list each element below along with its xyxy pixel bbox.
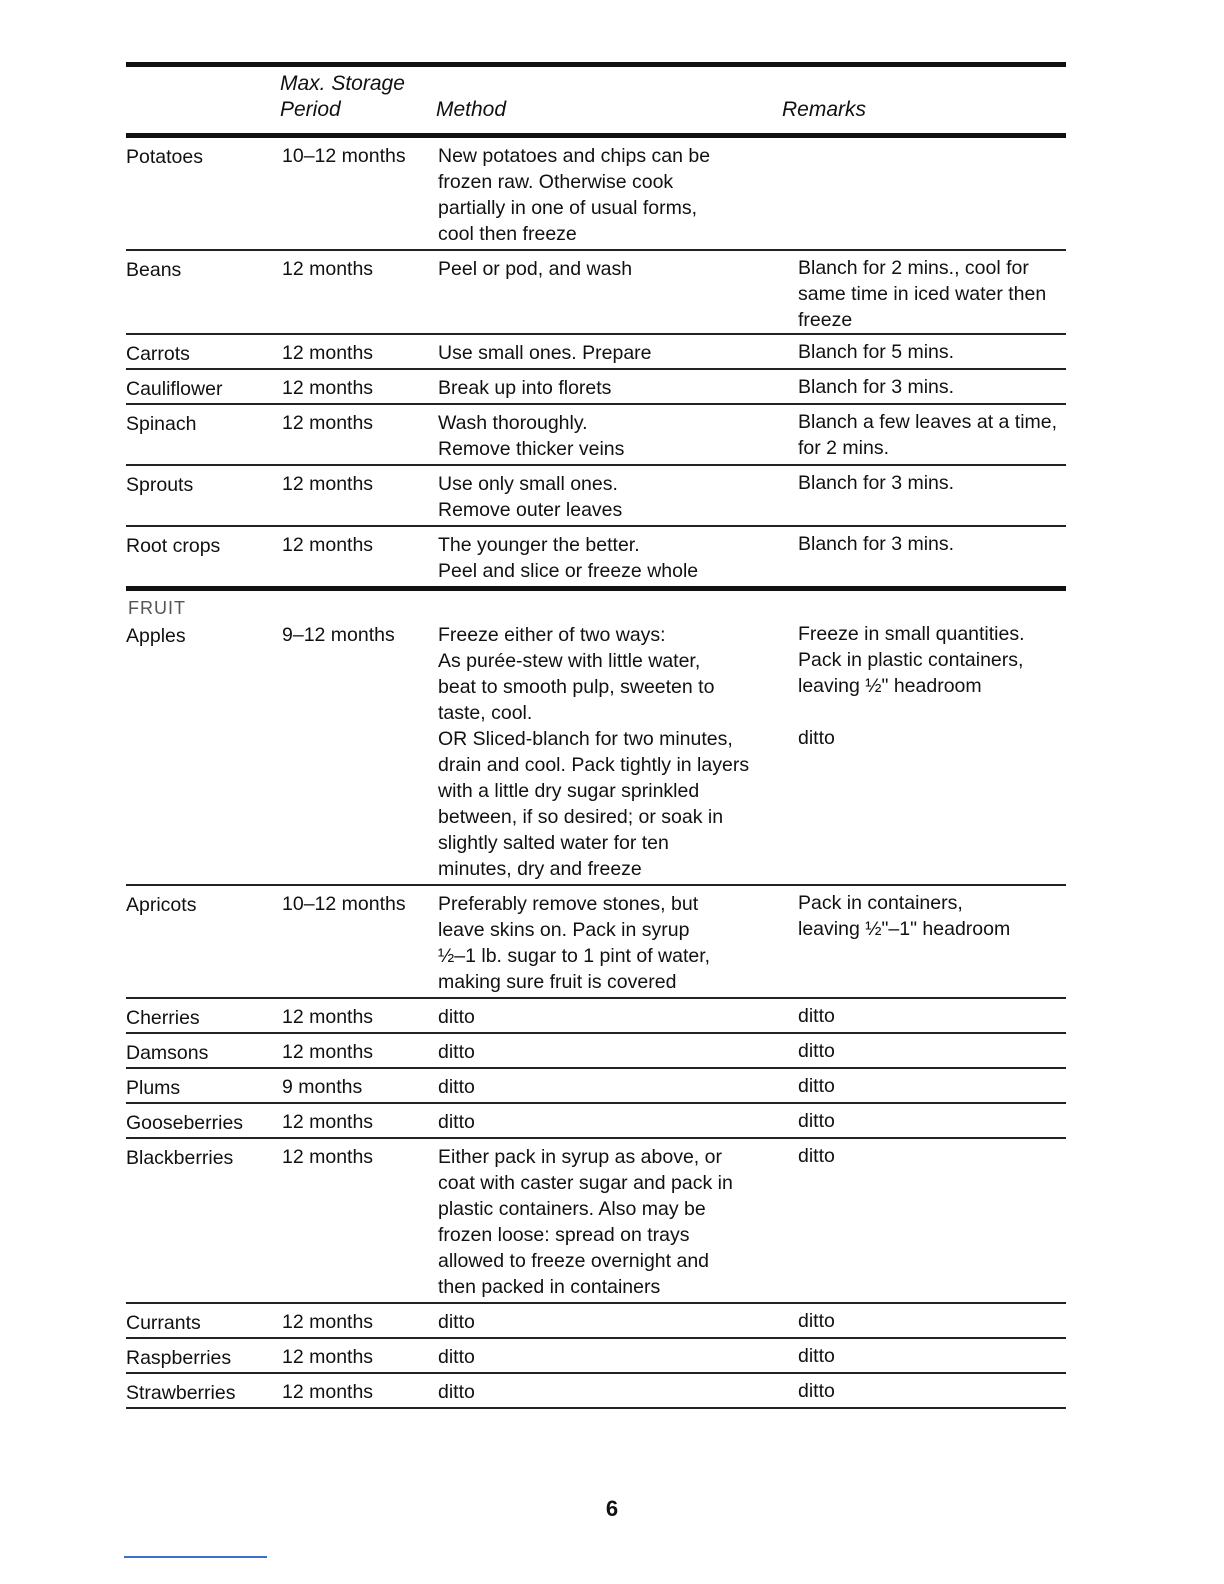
storage-period: 12 months xyxy=(282,1041,374,1063)
remarks-text: ditto xyxy=(798,1380,835,1402)
item-name: Cherries xyxy=(126,1007,200,1029)
remarks-text: Blanch for 5 mins. xyxy=(798,341,955,363)
method-text: Either pack in syrup as above, or coat with caster sugar and pack in plastic containers. Also may be frozen loose: spread on trays allowed to freeze overnight and then packed in containers xyxy=(438,1146,733,1298)
remarks-text: Blanch a few leaves at a time, for 2 mins. xyxy=(798,411,1058,459)
item-name: Blackberries xyxy=(126,1147,234,1169)
table-row xyxy=(126,617,1066,886)
storage-period: 12 months xyxy=(282,412,374,434)
storage-period: 12 months xyxy=(282,1346,374,1368)
storage-period: 12 months xyxy=(282,534,374,556)
method-text: New potatoes and chips can be frozen raw. Otherwise cook partially in one of usual forms, cool then freeze xyxy=(438,145,711,245)
storage-period: 12 months xyxy=(282,473,374,495)
storage-period: 9–12 months xyxy=(282,624,395,646)
header-method: Method xyxy=(436,98,507,121)
footer-rule xyxy=(124,1556,267,1558)
item-name: Beans xyxy=(126,259,182,281)
table-row xyxy=(126,1139,1066,1304)
storage-period: 10–12 months xyxy=(282,145,406,167)
page-number: 6 xyxy=(605,1496,619,1521)
remarks-text: ditto xyxy=(798,1040,835,1062)
method-text: ditto xyxy=(438,1076,475,1098)
header-remarks: Remarks xyxy=(782,98,867,121)
table-row xyxy=(126,370,1066,405)
method-text: Preferably remove stones, but leave skins on. Pack in syrup ½–1 lb. sugar to 1 pint of water, making sure fruit is covered xyxy=(438,893,711,993)
item-name: Carrots xyxy=(126,343,190,365)
remarks-text: ditto xyxy=(798,1345,835,1367)
item-name: Apples xyxy=(126,625,186,647)
method-text: Use only small ones. Remove outer leaves xyxy=(438,473,623,521)
method-text: ditto xyxy=(438,1041,475,1063)
item-name: Spinach xyxy=(126,413,197,435)
remarks-text: Blanch for 2 mins., cool for same time in iced water then freeze xyxy=(798,257,1047,331)
fruit-section xyxy=(126,617,1066,1409)
remarks-text: ditto xyxy=(798,1310,835,1332)
table-row xyxy=(126,251,1066,335)
table-row xyxy=(126,405,1066,466)
remarks-text: Blanch for 3 mins. xyxy=(798,533,955,555)
method-text: ditto xyxy=(438,1381,475,1403)
table-header xyxy=(126,62,1066,138)
item-name: Gooseberries xyxy=(126,1112,244,1134)
storage-period: 12 months xyxy=(282,1006,374,1028)
table-row xyxy=(126,527,1066,591)
item-name: Strawberries xyxy=(126,1382,236,1404)
table-row xyxy=(126,466,1066,527)
table-row xyxy=(126,886,1066,999)
table-row xyxy=(126,1104,1066,1139)
header-max-storage-period: Max. Storage Period xyxy=(280,72,405,121)
table-row xyxy=(126,1069,1066,1104)
item-name: Potatoes xyxy=(126,146,203,168)
table-row xyxy=(126,335,1066,370)
vegetables-section xyxy=(126,138,1066,591)
storage-period: 9 months xyxy=(282,1076,363,1098)
table-row xyxy=(126,999,1066,1034)
table-row xyxy=(126,138,1066,251)
storage-period: 12 months xyxy=(282,1381,374,1403)
remarks-text: ditto xyxy=(798,1005,835,1027)
remarks-text: Pack in containers, leaving ½"–1" headroom xyxy=(798,892,1011,940)
storage-period: 12 months xyxy=(282,1111,374,1133)
method-text: ditto xyxy=(438,1111,475,1133)
item-name: Cauliflower xyxy=(126,378,223,400)
method-text: ditto xyxy=(438,1006,475,1028)
fruit-section-heading: FRUIT xyxy=(128,598,186,618)
table-row xyxy=(126,1034,1066,1069)
method-text: Peel or pod, and wash xyxy=(438,258,633,280)
table-row xyxy=(126,1304,1066,1339)
item-name: Raspberries xyxy=(126,1347,232,1369)
remarks-text: ditto xyxy=(798,1110,835,1132)
method-text: ditto xyxy=(438,1311,475,1333)
method-text: Break up into florets xyxy=(438,377,612,399)
method-text: Freeze either of two ways: As purée-stew with little water, beat to smooth pulp, sweeten to taste, cool. OR Sliced-blanch for two minutes, drain and cool. Pack tightly in layers with a little dry sugar sprinkled between, if so desired; or soak in slightly salted water for ten minutes, dry and freeze xyxy=(438,624,750,880)
remarks-text: Freeze in small quantities. Pack in plastic containers, leaving ½" headroom ditto xyxy=(798,623,1025,749)
remarks-text: Blanch for 3 mins. xyxy=(798,376,955,398)
storage-period: 10–12 months xyxy=(282,893,406,915)
remarks-text: ditto xyxy=(798,1075,835,1097)
item-name: Damsons xyxy=(126,1042,209,1064)
freezing-table xyxy=(126,62,1066,1409)
table-row xyxy=(126,1339,1066,1374)
remarks-text xyxy=(798,138,1066,249)
storage-period: 12 months xyxy=(282,1146,374,1168)
item-name: Apricots xyxy=(126,894,197,916)
method-text: Wash thoroughly. Remove thicker veins xyxy=(438,412,625,460)
method-text: Use small ones. Prepare xyxy=(438,342,652,364)
method-text: The younger the better. Peel and slice or freeze whole xyxy=(438,534,699,582)
item-name: Sprouts xyxy=(126,474,194,496)
storage-period: 12 months xyxy=(282,1311,374,1333)
storage-period: 12 months xyxy=(282,342,374,364)
storage-period: 12 months xyxy=(282,258,374,280)
storage-period: 12 months xyxy=(282,377,374,399)
remarks-text: Blanch for 3 mins. xyxy=(798,472,955,494)
method-text: ditto xyxy=(438,1346,475,1368)
item-name: Root crops xyxy=(126,535,221,557)
item-name: Plums xyxy=(126,1077,181,1099)
item-name: Currants xyxy=(126,1312,201,1334)
remarks-text: ditto xyxy=(798,1145,835,1167)
table-row xyxy=(126,1374,1066,1409)
